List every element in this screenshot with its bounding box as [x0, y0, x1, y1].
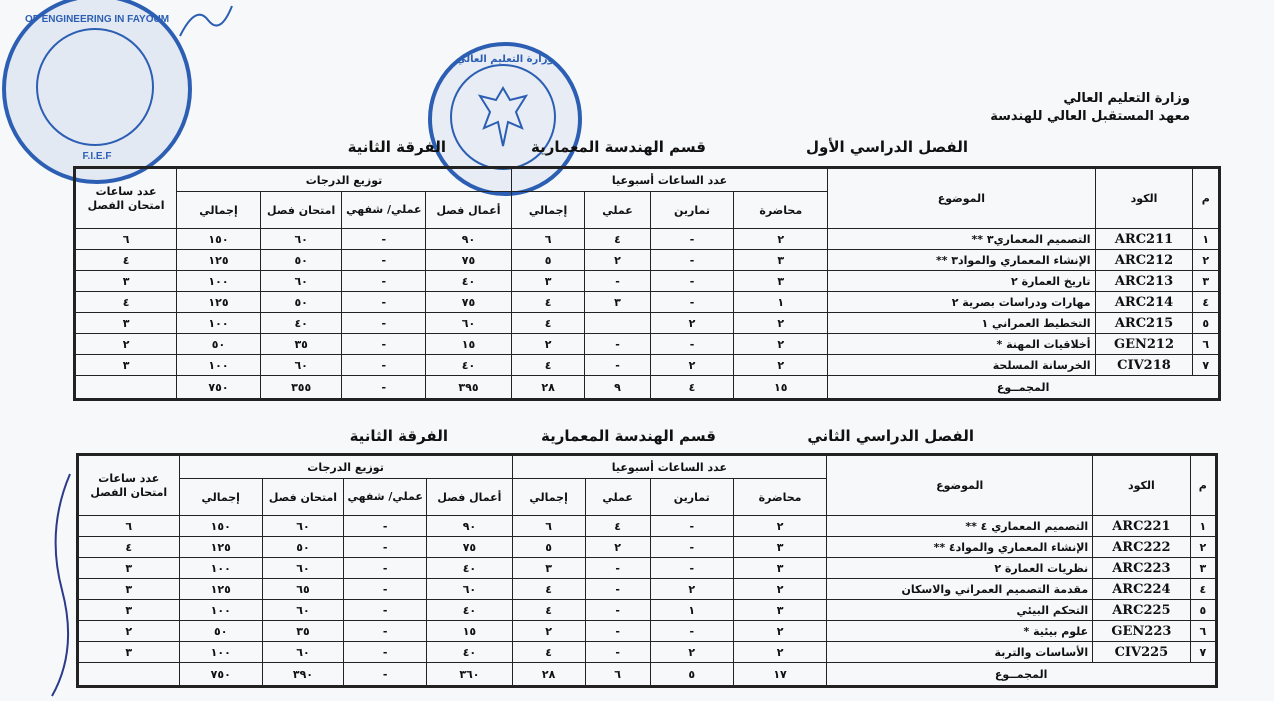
- col-subject-header: الموضوع: [827, 455, 1093, 516]
- table-row: [78, 642, 1217, 663]
- total-grades: ٧٥٠: [177, 376, 261, 400]
- practical-hours: -: [585, 355, 650, 376]
- total-classwork: ٣٦٠: [427, 663, 512, 687]
- course-subject: مهارات ودراسات بصرية ٢: [828, 292, 1095, 313]
- table-total-row: [78, 663, 1217, 687]
- exam-header: امتحان فصل: [260, 192, 342, 229]
- lecture-hours: ٢: [734, 355, 828, 376]
- classwork-grade: ٧٥: [426, 250, 512, 271]
- exam-hours: ٣: [78, 600, 180, 621]
- total-exercise-hours: ٤: [650, 376, 734, 400]
- row-number: ٤: [1190, 579, 1216, 600]
- table-row: [75, 250, 1220, 271]
- grades-header: توزيع الدرجات: [179, 455, 512, 479]
- row-number: ١: [1190, 516, 1216, 537]
- practical-hours: -: [585, 271, 650, 292]
- course-subject: التخطيط العمراني ١: [828, 313, 1095, 334]
- course-code: ARC215: [1095, 313, 1193, 334]
- classwork-grade: ١٥: [426, 334, 512, 355]
- table-row: [75, 313, 1220, 334]
- semester-title: الفصل الدراسي الأول: [806, 138, 968, 156]
- lecture-hours: ٢: [734, 313, 828, 334]
- total-hours: ٤: [512, 642, 585, 663]
- practical-hours: -: [585, 558, 650, 579]
- exercise-hours: -: [650, 229, 734, 250]
- oral-grade: -: [342, 334, 426, 355]
- practical-hours: ٢: [585, 250, 650, 271]
- exercise-hours: ٢: [650, 579, 733, 600]
- lecture-hours: ٢: [733, 579, 826, 600]
- total-grade: ١٠٠: [179, 558, 262, 579]
- course-code: GEN212: [1095, 334, 1193, 355]
- row-number: ١: [1193, 229, 1220, 250]
- row-number: ٢: [1193, 250, 1220, 271]
- row-number: ٣: [1190, 558, 1216, 579]
- table-row: [78, 537, 1217, 558]
- classwork-grade: ٦٠: [427, 579, 512, 600]
- total-grade: ١٠٠: [177, 313, 261, 334]
- total-grade: ١٠٠: [177, 355, 261, 376]
- classwork-grade: ٤٠: [426, 355, 512, 376]
- total-grade: ١٠٠: [179, 600, 262, 621]
- course-subject: التصميم المعماري٣ **: [828, 229, 1095, 250]
- exam-hours-header: عدد ساعات امتحان الفصل: [78, 455, 180, 516]
- classwork-grade: ٤٠: [427, 642, 512, 663]
- classwork-header: أعمال فصل: [427, 479, 512, 516]
- total-weekly-hours: ٢٨: [512, 663, 585, 687]
- stamp-inner-ring: [36, 28, 154, 146]
- exercise-hours: -: [650, 334, 734, 355]
- total-hours: ٣: [512, 558, 585, 579]
- course-code: ARC221: [1093, 516, 1190, 537]
- oral-grade: -: [344, 579, 427, 600]
- exercises-header: تمارين: [650, 192, 734, 229]
- exercise-hours: ١: [650, 600, 733, 621]
- total-grade: ١٥٠: [177, 229, 261, 250]
- institute-name: معهد المستقبل العالي للهندسة: [990, 109, 1190, 124]
- total-grade: ٥٠: [177, 334, 261, 355]
- course-code: ARC223: [1093, 558, 1190, 579]
- lecture-header: محاضرة: [734, 192, 828, 229]
- course-code: GEN223: [1093, 621, 1190, 642]
- lecture-hours: ٣: [733, 537, 826, 558]
- exam-grade: ٣٥: [260, 334, 342, 355]
- total-grade: ٥٠: [179, 621, 262, 642]
- exam-grade: ٦٠: [262, 600, 343, 621]
- level-title: الفرقة الثانية: [347, 138, 446, 156]
- lecture-hours: ٢: [734, 334, 828, 355]
- table-row: [75, 355, 1220, 376]
- oral-grade: -: [342, 292, 426, 313]
- ministry-name: وزارة التعليم العالي: [1063, 91, 1190, 106]
- col-num-header: م: [1193, 168, 1220, 229]
- row-number: ٤: [1193, 292, 1220, 313]
- engineering-institute-stamp: [2, 0, 192, 184]
- exam-grade: ٦٠: [262, 516, 343, 537]
- course-subject: نظريات العمارة ٢: [827, 558, 1093, 579]
- course-code: ARC213: [1095, 271, 1193, 292]
- course-code: CIV218: [1095, 355, 1193, 376]
- exam-grade: ٦٠: [260, 271, 342, 292]
- classwork-grade: ٩٠: [427, 516, 512, 537]
- stamp-text: OF ENGINEERING IN FAYOUM: [24, 14, 170, 25]
- total-exercise-hours: ٥: [650, 663, 733, 687]
- total-hours: ٤: [511, 292, 585, 313]
- row-number: ٣: [1193, 271, 1220, 292]
- exam-hours: ٦: [78, 516, 180, 537]
- lecture-hours: ٣: [733, 600, 826, 621]
- course-code: ARC214: [1095, 292, 1193, 313]
- exercise-hours: -: [650, 516, 733, 537]
- table-row: [75, 292, 1220, 313]
- oral-grade: -: [342, 250, 426, 271]
- total-exam-hours: [75, 376, 177, 400]
- exam-grade: ٤٠: [260, 313, 342, 334]
- practical-hours: ٣: [585, 292, 650, 313]
- total-grade: ١٢٥: [177, 250, 261, 271]
- total-exam-hours: [78, 663, 180, 687]
- department-title: قسم الهندسة المعمارية: [541, 427, 716, 445]
- exam-grade: ٥٠: [262, 537, 343, 558]
- weekly-hours-header: عدد الساعات أسبوعيا: [511, 168, 827, 192]
- practical-hours: [585, 313, 650, 334]
- oral-grade: -: [344, 621, 427, 642]
- exercise-hours: -: [650, 537, 733, 558]
- row-number: ٦: [1190, 621, 1216, 642]
- oral-grade: -: [344, 558, 427, 579]
- lecture-hours: ٢: [733, 621, 826, 642]
- row-number: ٢: [1190, 537, 1216, 558]
- exercise-hours: ٢: [650, 355, 734, 376]
- exercise-hours: ٢: [650, 313, 734, 334]
- total-lecture-hours: ١٥: [734, 376, 828, 400]
- classwork-grade: ٧٥: [426, 292, 512, 313]
- practical-hours: -: [585, 600, 650, 621]
- total-hours: ٦: [511, 229, 585, 250]
- hours-total-header: إجمالي: [512, 479, 585, 516]
- level-title: الفرقة الثانية: [349, 427, 448, 445]
- total-exam: ٣٩٠: [262, 663, 343, 687]
- practical-hours: -: [585, 621, 650, 642]
- exam-hours: ٤: [75, 292, 177, 313]
- lecture-hours: ٢: [733, 516, 826, 537]
- practical-header: عملي: [585, 479, 650, 516]
- exam-grade: ٦٠: [260, 355, 342, 376]
- exercises-header: تمارين: [650, 479, 733, 516]
- lecture-hours: ٣: [734, 250, 828, 271]
- table-row: [78, 516, 1217, 537]
- classwork-grade: ٤٠: [427, 600, 512, 621]
- course-code: ARC224: [1093, 579, 1190, 600]
- total-practical-hours: ٦: [585, 663, 650, 687]
- exam-hours: ٣: [75, 313, 177, 334]
- classwork-grade: ١٥: [427, 621, 512, 642]
- total-hours: ٤: [511, 313, 585, 334]
- exam-grade: ٦٥: [262, 579, 343, 600]
- row-number: ٦: [1193, 334, 1220, 355]
- oral-header: عملي/ شفهي: [344, 479, 427, 516]
- institution-header: [990, 90, 1190, 126]
- course-code: ARC212: [1095, 250, 1193, 271]
- total-grade: ١٠٠: [179, 642, 262, 663]
- lecture-hours: ٢: [733, 642, 826, 663]
- exam-hours-header: عدد ساعات امتحان الفصل: [75, 168, 177, 229]
- course-subject: الإنشاء المعماري والمواد٣ **: [828, 250, 1095, 271]
- lecture-hours: ٢: [734, 229, 828, 250]
- exam-grade: ٥٠: [260, 250, 342, 271]
- department-title: قسم الهندسة المعمارية: [531, 138, 706, 156]
- total-hours: ٥: [511, 250, 585, 271]
- total-hours: ٤: [511, 355, 585, 376]
- course-subject: علوم بيئية *: [827, 621, 1093, 642]
- stamp-text: وزارة التعليم العالي: [456, 54, 554, 65]
- exam-hours: ٣: [78, 579, 180, 600]
- total-classwork: ٣٩٥: [426, 376, 512, 400]
- total-hours: ٤: [512, 600, 585, 621]
- table-row: [75, 334, 1220, 355]
- practical-hours: ٢: [585, 537, 650, 558]
- semester-title: الفصل الدراسي الثاني: [807, 427, 974, 445]
- exercise-hours: -: [650, 250, 734, 271]
- grades-total-header: إجمالي: [177, 192, 261, 229]
- classwork-grade: ٩٠: [426, 229, 512, 250]
- total-grades: ٧٥٠: [179, 663, 262, 687]
- oral-grade: -: [344, 537, 427, 558]
- exam-hours: ٣: [75, 271, 177, 292]
- course-subject: أخلاقيات المهنة *: [828, 334, 1095, 355]
- col-code-header: الكود: [1095, 168, 1193, 229]
- exam-grade: ٦٠: [260, 229, 342, 250]
- course-subject: التصميم المعماري ٤ **: [827, 516, 1093, 537]
- table-total-row: [75, 376, 1220, 400]
- exam-hours: ٣: [78, 558, 180, 579]
- table-header-row: [78, 455, 1217, 479]
- table-header-row: [75, 168, 1220, 192]
- hours-total-header: إجمالي: [511, 192, 585, 229]
- table-row: [78, 579, 1217, 600]
- exercise-hours: -: [650, 292, 734, 313]
- lecture-hours: ٣: [734, 271, 828, 292]
- total-grade: ١٢٥: [177, 292, 261, 313]
- course-subject: الخرسانة المسلحة: [828, 355, 1095, 376]
- row-number: ٥: [1190, 600, 1216, 621]
- oral-grade: -: [342, 355, 426, 376]
- classwork-grade: ٤٠: [427, 558, 512, 579]
- exercise-hours: -: [650, 621, 733, 642]
- course-subject: الأساسات والتربة: [827, 642, 1093, 663]
- oral-grade: -: [342, 271, 426, 292]
- total-hours: ٤: [512, 579, 585, 600]
- col-num-header: م: [1190, 455, 1216, 516]
- total-grade: ١٢٥: [179, 537, 262, 558]
- oral-grade: -: [344, 642, 427, 663]
- row-number: ٥: [1193, 313, 1220, 334]
- lecture-header: محاضرة: [733, 479, 826, 516]
- total-label: المجمــوع: [828, 376, 1220, 400]
- exam-hours: ٢: [78, 621, 180, 642]
- course-code: CIV225: [1093, 642, 1190, 663]
- exam-hours: ٤: [75, 250, 177, 271]
- exam-grade: ٦٠: [262, 642, 343, 663]
- practical-header: عملي: [585, 192, 650, 229]
- total-hours: ٢: [512, 621, 585, 642]
- practical-hours: ٤: [585, 516, 650, 537]
- exercise-hours: ٢: [650, 642, 733, 663]
- exam-header: امتحان فصل: [262, 479, 343, 516]
- exam-hours: ٤: [78, 537, 180, 558]
- grades-header: توزيع الدرجات: [177, 168, 512, 192]
- total-hours: ٣: [511, 271, 585, 292]
- stamp-bottom-text: F.I.E.F: [82, 151, 112, 162]
- table-row: [75, 229, 1220, 250]
- exam-grade: ٦٠: [262, 558, 343, 579]
- row-number: ٧: [1193, 355, 1220, 376]
- exam-hours: ٦: [75, 229, 177, 250]
- exam-hours: ٢: [75, 334, 177, 355]
- exam-grade: ٥٠: [260, 292, 342, 313]
- semester-2-table: [76, 453, 1218, 688]
- classwork-grade: ٧٥: [427, 537, 512, 558]
- total-hours: ٢: [511, 334, 585, 355]
- classwork-grade: ٦٠: [426, 313, 512, 334]
- course-code: ARC225: [1093, 600, 1190, 621]
- lecture-hours: ١: [734, 292, 828, 313]
- total-oral: -: [344, 663, 427, 687]
- total-grade: ١٢٥: [179, 579, 262, 600]
- lecture-hours: ٣: [733, 558, 826, 579]
- course-subject: الإنشاء المعماري والمواد٤ **: [827, 537, 1093, 558]
- exercise-hours: -: [650, 558, 733, 579]
- exercise-hours: -: [650, 271, 734, 292]
- total-lecture-hours: ١٧: [733, 663, 826, 687]
- total-grade: ١٥٠: [179, 516, 262, 537]
- total-label: المجمــوع: [827, 663, 1217, 687]
- classwork-grade: ٤٠: [426, 271, 512, 292]
- total-hours: ٦: [512, 516, 585, 537]
- exam-hours: ٣: [75, 355, 177, 376]
- table-row: [78, 600, 1217, 621]
- total-hours: ٥: [512, 537, 585, 558]
- total-oral: -: [342, 376, 426, 400]
- total-grade: ١٠٠: [177, 271, 261, 292]
- practical-hours: ٤: [585, 229, 650, 250]
- row-number: ٧: [1190, 642, 1216, 663]
- course-code: ARC211: [1095, 229, 1193, 250]
- oral-grade: -: [344, 600, 427, 621]
- table-row: [75, 271, 1220, 292]
- grades-total-header: إجمالي: [179, 479, 262, 516]
- oral-grade: -: [342, 313, 426, 334]
- total-weekly-hours: ٢٨: [511, 376, 585, 400]
- course-subject: التحكم البيئي: [827, 600, 1093, 621]
- semester-1-table: [73, 166, 1221, 401]
- col-code-header: الكود: [1093, 455, 1190, 516]
- practical-hours: -: [585, 579, 650, 600]
- course-subject: مقدمة التصميم العمراني والاسكان: [827, 579, 1093, 600]
- signature-scribble: [176, 0, 236, 40]
- classwork-header: أعمال فصل: [426, 192, 512, 229]
- total-exam: ٣٥٥: [260, 376, 342, 400]
- exam-hours: ٣: [78, 642, 180, 663]
- practical-hours: -: [585, 334, 650, 355]
- oral-grade: -: [342, 229, 426, 250]
- oral-header: عملي/ شفهي: [342, 192, 426, 229]
- course-subject: تاريخ العمارة ٢: [828, 271, 1095, 292]
- table-row: [78, 621, 1217, 642]
- col-subject-header: الموضوع: [828, 168, 1095, 229]
- practical-hours: -: [585, 642, 650, 663]
- weekly-hours-header: عدد الساعات أسبوعيا: [512, 455, 827, 479]
- course-code: ARC222: [1093, 537, 1190, 558]
- exam-grade: ٣٥: [262, 621, 343, 642]
- oral-grade: -: [344, 516, 427, 537]
- table-row: [78, 558, 1217, 579]
- total-practical-hours: ٩: [585, 376, 650, 400]
